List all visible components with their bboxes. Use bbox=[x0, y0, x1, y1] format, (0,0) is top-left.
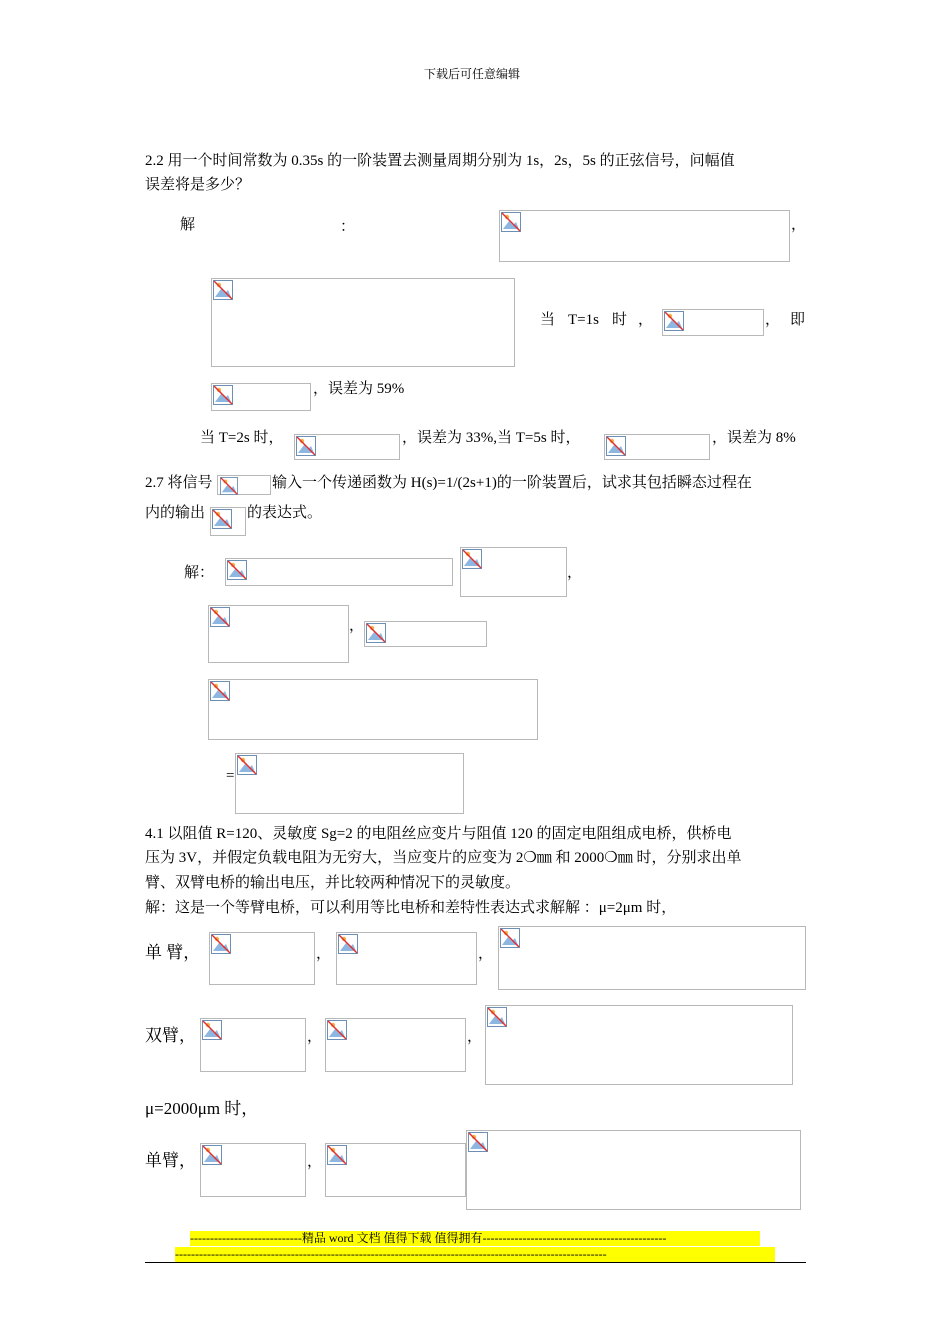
q41-c2: ， bbox=[478, 946, 494, 962]
q22-ji: 即 bbox=[790, 312, 806, 328]
broken-image-icon bbox=[296, 436, 316, 456]
formula-image bbox=[211, 383, 311, 411]
broken-image-icon bbox=[338, 934, 358, 954]
q27-jie: 解： bbox=[184, 565, 215, 581]
q41-line1: 4.1 以阻值 R=120、灵敏度 Sg=2 的电阻丝应变片与阻值 120 的固定电阻组成电桥，供桥电 bbox=[145, 826, 732, 842]
broken-image-icon bbox=[219, 477, 239, 495]
formula-image bbox=[499, 210, 790, 262]
q41-c1: ， bbox=[316, 946, 332, 962]
q27-comma2: ， bbox=[349, 618, 365, 634]
formula-image bbox=[498, 926, 806, 990]
q22-line2: 误差将是多少？ bbox=[145, 177, 251, 193]
formula-image bbox=[235, 753, 464, 814]
q27-p1: 2.7 将信号 bbox=[145, 475, 213, 491]
broken-image-icon bbox=[213, 385, 233, 405]
broken-image-icon bbox=[202, 1145, 222, 1165]
broken-image-icon bbox=[327, 1020, 347, 1040]
q22-jie: 解 bbox=[180, 217, 196, 233]
q22-err1: ，误差为 59% bbox=[313, 381, 405, 397]
formula-image bbox=[466, 1130, 801, 1210]
q41-line3: 臂、双臂电桥的输出电压，并比较两种情况下的灵敏度。 bbox=[145, 875, 521, 891]
q22-line1: 2.2 用一个时间常数为 0.35s 的一阶装置去测量周期分别为 1s，2s，5s 的正弦信号，问幅值 bbox=[145, 153, 735, 169]
broken-image-icon bbox=[210, 681, 230, 701]
broken-image-icon bbox=[664, 311, 684, 331]
q22-dang: 当 bbox=[540, 312, 556, 328]
formula-image bbox=[208, 605, 349, 663]
formula-image bbox=[485, 1005, 793, 1085]
broken-image-icon bbox=[211, 934, 231, 954]
formula-image bbox=[604, 434, 710, 460]
formula-image bbox=[294, 434, 400, 460]
broken-image-icon bbox=[487, 1007, 507, 1027]
broken-image-icon bbox=[468, 1132, 488, 1152]
broken-image-icon bbox=[366, 623, 386, 643]
q27-comma1: ， bbox=[567, 565, 583, 581]
formula-image bbox=[200, 1018, 306, 1072]
q22-t1: T=1s bbox=[568, 312, 599, 328]
formula-image bbox=[460, 547, 567, 597]
q22-comma1: ， bbox=[791, 217, 807, 233]
q41-c5: ， bbox=[307, 1154, 323, 1170]
broken-image-icon bbox=[210, 607, 230, 627]
q22-comma2: ， bbox=[638, 312, 654, 328]
q22-err3: ，误差为 8% bbox=[712, 430, 796, 446]
q41-c3: ， bbox=[307, 1029, 323, 1045]
q22-err2: ，误差为 33%,当 T=5s 时， bbox=[402, 430, 581, 446]
formula-image bbox=[336, 932, 477, 985]
formula-image bbox=[209, 932, 315, 985]
q22-comma3: ， bbox=[765, 312, 781, 328]
q41-double: 双臂， bbox=[145, 1026, 196, 1045]
footer-banner-line1: ----------------------------精品 word 文档 值得下载 值得拥有---------------------------------------------- bbox=[190, 1231, 760, 1246]
q41-single2: 单臂， bbox=[145, 1151, 196, 1170]
q41-c4: ， bbox=[467, 1029, 483, 1045]
broken-image-icon bbox=[500, 928, 520, 948]
broken-image-icon bbox=[202, 1020, 222, 1040]
broken-image-icon bbox=[237, 755, 257, 775]
q22-shi: 时 bbox=[612, 312, 628, 328]
q27-eq: = bbox=[226, 768, 235, 784]
broken-image-icon bbox=[462, 549, 482, 569]
formula-image bbox=[211, 278, 515, 367]
broken-image-icon bbox=[213, 280, 233, 300]
formula-image bbox=[208, 679, 538, 740]
formula-image bbox=[325, 1018, 466, 1072]
page-header: 下载后可任意编辑 bbox=[424, 67, 521, 81]
formula-image bbox=[225, 558, 453, 586]
broken-image-icon bbox=[606, 436, 626, 456]
formula-image bbox=[200, 1143, 306, 1197]
q41-single1: 单 臂， bbox=[145, 943, 201, 962]
q27-p3: 内的输出 bbox=[145, 505, 206, 521]
broken-image-icon bbox=[212, 509, 232, 529]
q41-line2: 压为 3V，并假定负载电阻为无穷大，当应变片的应变为 2❍㎜ 和 2000❍㎜ 时，分别求出单 bbox=[145, 850, 742, 866]
footer-rule bbox=[145, 1262, 806, 1263]
q22-t2: 当 T=2s 时， bbox=[200, 430, 284, 446]
q27-p2: 输入一个传递函数为 H(s)=1/(2s+1)的一阶装置后，试求其包括瞬态过程在 bbox=[272, 475, 752, 491]
q41-mu2000: μ=2000μm 时， bbox=[145, 1099, 259, 1118]
formula-image bbox=[364, 621, 487, 647]
formula-image bbox=[325, 1143, 466, 1197]
formula-image bbox=[217, 475, 271, 495]
formula-image bbox=[210, 507, 246, 536]
q27-p4: 的表达式。 bbox=[247, 505, 323, 521]
formula-image bbox=[662, 309, 764, 336]
broken-image-icon bbox=[327, 1145, 347, 1165]
broken-image-icon bbox=[227, 560, 247, 580]
q22-colon: ： bbox=[340, 219, 356, 235]
footer-banner-line2: ------------------------------------------------------------------------------------------------------------ bbox=[175, 1247, 775, 1262]
broken-image-icon bbox=[501, 212, 521, 232]
q41-line4: 解：这是一个等臂电桥，可以利用等比电桥和差特性表达式求解解 ：μ=2μm 时， bbox=[145, 900, 677, 916]
